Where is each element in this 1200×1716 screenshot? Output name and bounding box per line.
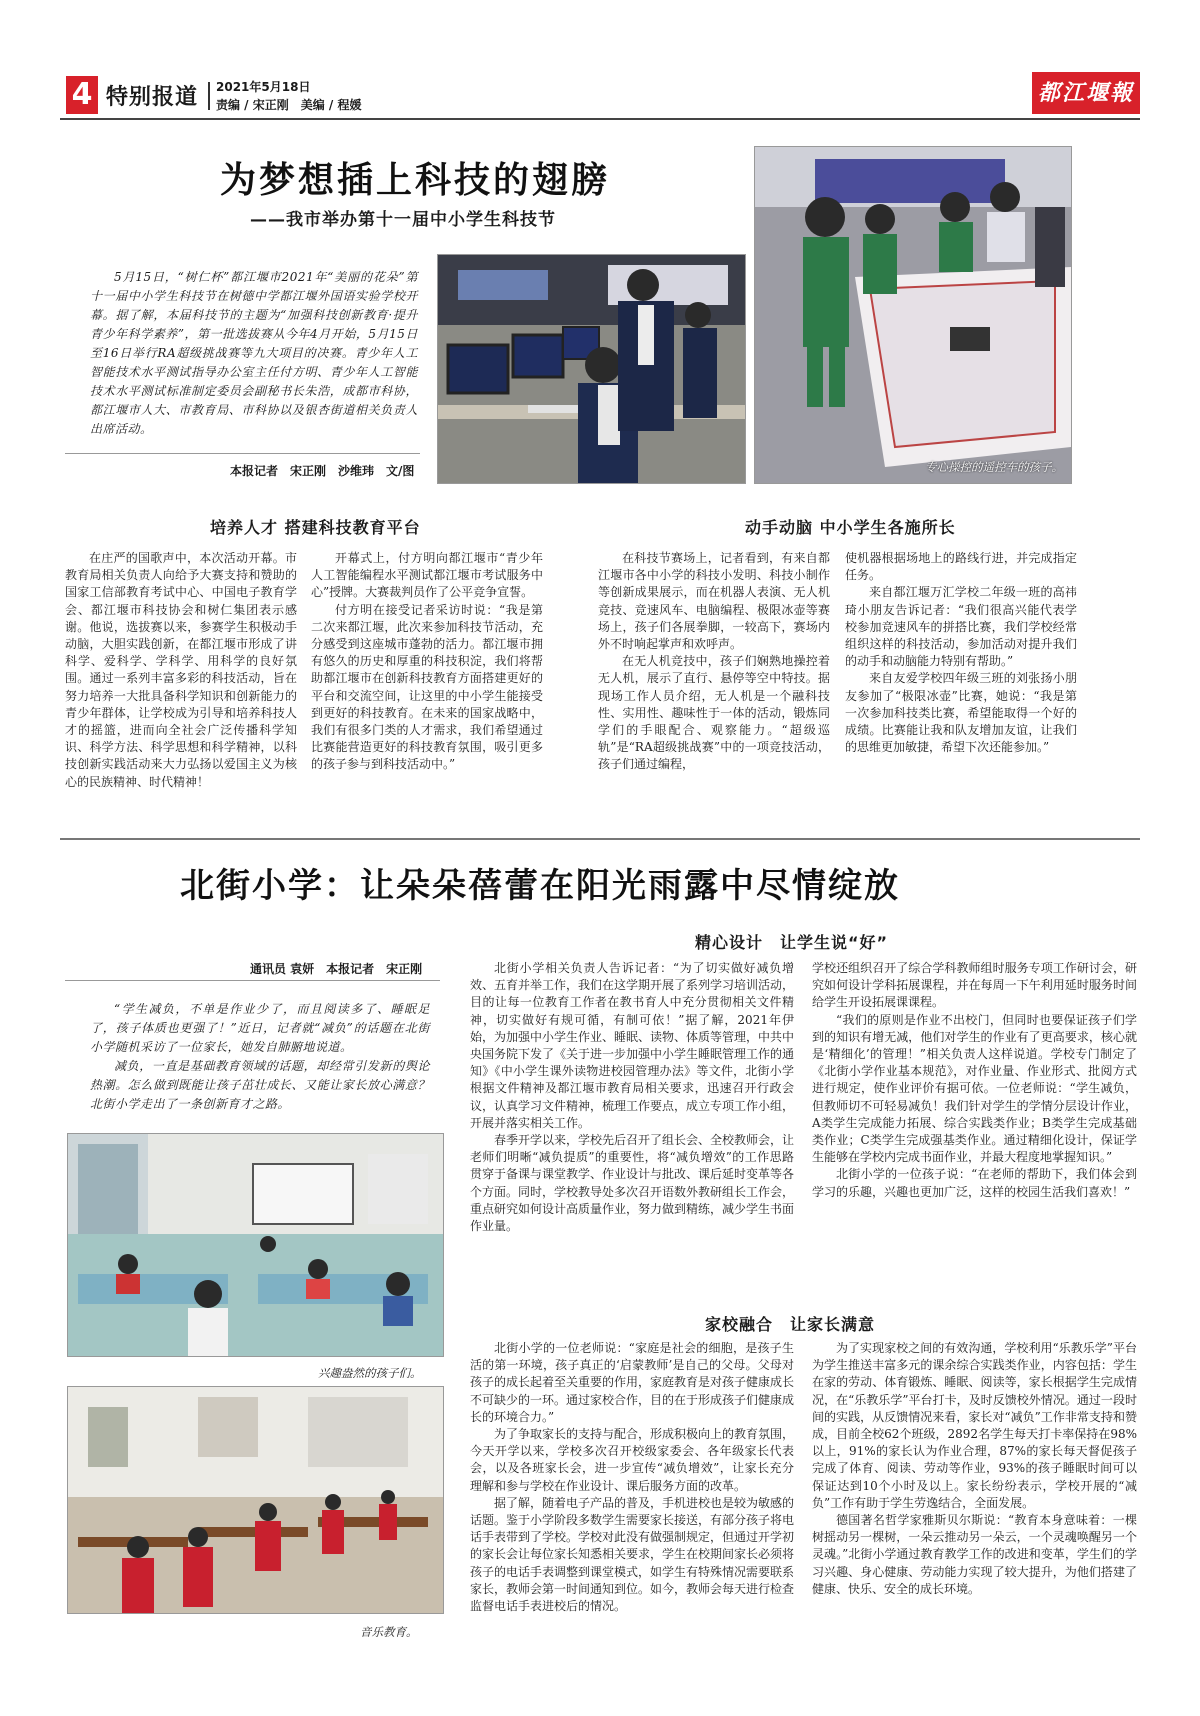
paragraph: 北街小学的一位老师说：“家庭是社会的细胞，是孩子生活的第一环境，孩子真正的‘启蒙教师’是自己的父母。父母对孩子的成长起着至关重要的作用，家庭教育是对孩子健康成长不可缺少的一环。通过家校合作，目的在于形成孩子们健康成长的环境合力。” — [470, 1341, 795, 1424]
article2-lead — [90, 1000, 430, 1112]
photo-music-caption: 音乐教育。 — [360, 1625, 418, 1639]
lead-paragraph: “学生减负，不单是作业少了，而且阅读多了、睡眠足了，孩子体质也更强了！”近日，记者就“减负”的话题在北街小学随机采访了一位家长，她发自肺腑地说道。 — [90, 1002, 430, 1054]
paper-logo: 都江堰報 — [1032, 72, 1140, 114]
music-class-illustration — [68, 1387, 443, 1613]
paragraph: 北街小学相关负责人告诉记者：“为了切实做好减负增效、五育并举工作，我们在这学期开展了系列学习培训活动，目的让每一位教育工作者在教书育人中充分贯彻相关文件精神，切实做好有规可循，有制可依！”据了解，2021年伊始，为加强中小学生作业、睡眠、读物、体质等管理，中共中央国务院下发了《关于进一步加强中小学生睡眠管理工作的通知》《中小学生课外读物进校园管理办法》等文件，北街小学根据文件精神及都江堰市教育局相关要求，迅速召开行政会议，认真学习文件精神，梳理工作要点，成立专项工作小组，开展并落实相关工作。 — [470, 961, 795, 1130]
article1-title: 为梦想插上科技的翅膀 — [220, 160, 611, 201]
photo-classroom-caption: 兴趣盎然的孩子们。 — [318, 1366, 422, 1380]
article2-title: 北街小学：让朵朵蓓蕾在阳光雨露中尽情绽放 — [180, 866, 900, 906]
article1-subhead-1: 培养人才 搭建科技教育平台 — [210, 518, 421, 537]
paragraph: 在科技节赛场上，记者看到，有来自都江堰市各中小学的科技小发明、科技小制作等创新成果展示，而在机器人表演、无人机竞技、竞速风车、电脑编程、极限冰壶等赛场上，孩子们各展拳脚，一较高下，赛场内外不时响起掌声和欢呼声。 — [598, 551, 830, 652]
paragraph: 开幕式上，付方明向都江堰市“青少年人工智能编程水平测试都江堰市考试服务中心”授牌。大赛裁判员作了公平竞争宣誓。 — [311, 551, 543, 600]
article2-column-a-bottom — [470, 1340, 794, 1640]
paragraph: 为了实现家校之间的有效沟通，学校利用“乐教乐学”平台为学生推送丰富多元的课余综合实践类作业，内容包括：学生在家的劳动、体育锻炼、睡眠、阅读等，家长根据学生完成情况，在“乐教乐学”平台打卡，及时反馈校外情况。通过一段时间的实践，从反馈情况来看，家长对“减负”工作非常支持和赞成，目前全校62个班级，2892名学生每天打卡率保持在98%以上，91%的家长认为作业合理，87%的家长每天督促孩子完成了体育、阅读、劳动等作业，93%的孩子睡眠时间可以保证达到10个小时及以上。家长纷纷表示，学校开展的“减负”工作有助于学生劳逸结合，全面发展。 — [812, 1341, 1137, 1510]
masthead-rule — [60, 118, 1140, 120]
paragraph: 德国著名哲学家雅斯贝尔斯说：“教育本身意味着：一棵树摇动另一棵树，一朵云推动另一朵云，一个灵魂唤醒另一个灵魂。”北街小学通过教育教学工作的改进和变革，学生们的学习兴趣、身心健康、劳动能力实现了较大提升，为他们搭建了健康、快乐、安全的成长环境。 — [812, 1513, 1137, 1596]
paragraph: “我们的原则是作业不出校门，但同时也要保证孩子们学到的知识有增无减，他们对学生的作业有了更高要求，核心就是‘精细化’的管理！”相关负责人这样说道。学校专门制定了《北街小学作业基本规范》，对作业量、作业形式、批阅方式进行规定，使作业评价有据可依。一位老师说：“学生减负，但教师切不可轻易减负！我们针对学生的学情分层设计作业，A类学生完成能力拓展、综合实践类作业；B类学生完成基础类作业；C类学生完成强基类作业。通过精细化设计，保证学生能够在学校内完成书面作业，并最大程度地掌握知识。” — [812, 1012, 1137, 1165]
paragraph: 使机器根据场地上的路线行进，并完成指定任务。 — [845, 551, 1077, 583]
article2-column-b-top — [812, 960, 1137, 1298]
paragraph: 学校还组织召开了综合学科教师组时服务专项工作研讨会，研究如何设计学科拓展课程，并在每周一下午利用延时服务时间给学生开设拓展课课程。 — [812, 961, 1137, 1010]
page-number: 4 — [66, 76, 98, 114]
issue-date: 2021年5月18日 — [216, 80, 311, 94]
paragraph: 付方明在接受记者采访时说：“我是第二次来都江堰，此次来参加科技节活动，充分感受到这座城市蓬勃的活力。都江堰市拥有悠久的历史和厚重的科技积淀，我们将帮助都江堰市在创新科技教育方面搭建更好的平台和交流空间，让这里的中小学生能接受到更好的科技教育。在未来的国家战略中，我们有很多门类的人才需求，我们希望通过比赛能营造更好的科技教育氛围，吸引更多的孩子参与到科技活动中。” — [311, 602, 543, 772]
article2-column-b-bottom — [812, 1340, 1137, 1640]
editors: 责编 / 宋正刚 美编 / 程媛 — [216, 98, 362, 112]
article1-column-4 — [845, 550, 1077, 812]
photo-remote-car-caption: 专心操控的遥控车的孩子。 — [925, 460, 1063, 474]
computer-room-illustration — [438, 255, 745, 483]
paragraph: 来自都江堰万汇学校二年级一班的高祎琦小朋友告诉记者：“我们很高兴能代表学校参加竞速风车的拼搭比赛，我们学校经常组织这样的科技活动，参加活动对提升我们的动手和动脑能力特别有帮助。” — [845, 585, 1077, 669]
photo-music-education — [67, 1386, 444, 1614]
classroom-illustration — [68, 1134, 443, 1356]
article2-column-a-top — [470, 960, 794, 1298]
paragraph: 来自友爱学校四年级三班的刘张扬小朋友参加了“极限冰壶”比赛，她说：“我是第一次参加科技类比赛，希望能取得一个好的成绩。比赛能让我和队友增加友谊，让我们的思维更加敏捷，希望下次还能参加。” — [845, 671, 1077, 755]
article1-byline: 本报记者 宋正刚 沙维玮 文/图 — [230, 464, 415, 478]
section-name: 特别报道 — [106, 85, 199, 110]
lead-rule — [65, 453, 420, 454]
article1-subhead-2: 动手动脑 中小学生各施所长 — [745, 518, 956, 537]
article1-column-2 — [311, 550, 543, 812]
article2-subhead-1: 精心设计 让学生说“好” — [695, 933, 889, 952]
byline-rule — [65, 980, 440, 981]
photo-remote-car — [754, 146, 1072, 484]
section-rule — [60, 838, 1140, 840]
paragraph: 据了解，随着电子产品的普及，手机进校也是较为敏感的话题。鉴于小学阶段多数学生需要家长接送，有部分孩子将电话手表带到了学校。学校对此没有做强制规定，但通过开学初的家长会让每位家长知悉相关要求，学生在校期间家长必须将孩子的电话手表调整到课堂模式，如学生有特殊情况需要联系家长，教师会第一时间通知到位。如今，教师会每天进行检查监督电话手表进校后的情况。 — [470, 1495, 795, 1614]
paragraph: 在庄严的国歌声中，本次活动开幕。市教育局相关负责人向给予大赛支持和赞助的国家工信部教育考试中心、中国电子教育学会、都江堰市科技协会和树仁集团表示感谢。他说，选拔赛以来，参赛学生积极动手动脑，大胆实践创新，在都江堰市形成了讲科学、爱科学、学科学、用科学的良好氛围。通过一系列丰富多彩的科技活动，旨在努力培养一大批具备科学知识和创新能力的青少年群体，让学校成为引导和培养科技人才的摇篮，进而向全社会广泛传播科学知识、科学方法、科学思想和科学精神，以科技创新实践活动来大力弘扬以爱国主义为核心的民族精神、时代精神！ — [65, 551, 297, 789]
article2-byline: 通讯员 袁妍 本报记者 宋正刚 — [250, 962, 423, 976]
divider — [208, 82, 210, 110]
article1-lead — [90, 268, 418, 436]
article2-subhead-2: 家校融合 让家长满意 — [705, 1315, 876, 1334]
lead-paragraph: 减负，一直是基础教育领域的话题，却经常引发新的舆论热潮。怎么做到既能让孩子茁壮成长、又能让家长放心满意？北街小学走出了一条创新育才之路。 — [90, 1059, 430, 1111]
article1-subtitle: ——我市举办第十一届中小学生科技节 — [250, 210, 556, 230]
photo-computer-room — [437, 254, 746, 484]
paragraph: 北街小学的一位孩子说：“在老师的帮助下，我们体会到学习的乐趣，兴趣也更加广泛，这样的校园生活我们喜欢！” — [812, 1167, 1137, 1199]
masthead — [60, 72, 1140, 116]
paragraph: 春季开学以来，学校先后召开了组长会、全校教师会，让老师们明晰“减负提质”的重要性，将“减负增效”的工作思路贯穿于备课与课堂教学、作业设计与批改、课后延时变革等各个方面。同时，学校教导处多次召开语数外教研组长工作会，重点研究如何设计高质量作业，努力做到精练，减少学生书面作业量。 — [470, 1133, 795, 1234]
lead-paragraph: 5月15日，“树仁杯”都江堰市2021年“美丽的花朵”第十一届中小学生科技节在树德中学都江堰外国语实验学校开幕。据了解，本届科技节的主题为“加强科技创新教育·提升青少年科学素养”，第一批选拔赛从今年4月开始，5月15日至16日举行RA超级挑战赛等九大项目的决赛。青少年人工智能技术水平测试指导办公室主任付方明、青少年人工智能技术水平测试标准制定委员会副秘书长朱浩，成都市科协，都江堰市人大、市教育局、市科协以及银杏街道相关负责人出席活动。 — [90, 270, 418, 436]
article1-column-3 — [598, 550, 830, 812]
photo-classroom — [67, 1133, 444, 1357]
article1-column-1 — [65, 550, 297, 812]
paragraph: 在无人机竞技中，孩子们娴熟地操控着无人机，展示了直行、悬停等空中特技。据现场工作人员介绍，无人机是一个融科技性、实用性、趣味性于一体的活动，锻炼同学们的手眼配合、观察能力。“超级巡轨”是“RA超级挑战赛”中的一项竞技活动，孩子们通过编程， — [598, 654, 830, 772]
paragraph: 为了争取家长的支持与配合，形成积极向上的教育氛围，今天开学以来，学校多次召开校级家委会、各年级家长代表会，以及各班家长会，进一步宣传“减负增效”，让家长充分理解和参与学校在作业设计、课后服务方面的改革。 — [470, 1427, 795, 1493]
remote-car-illustration — [755, 147, 1071, 483]
